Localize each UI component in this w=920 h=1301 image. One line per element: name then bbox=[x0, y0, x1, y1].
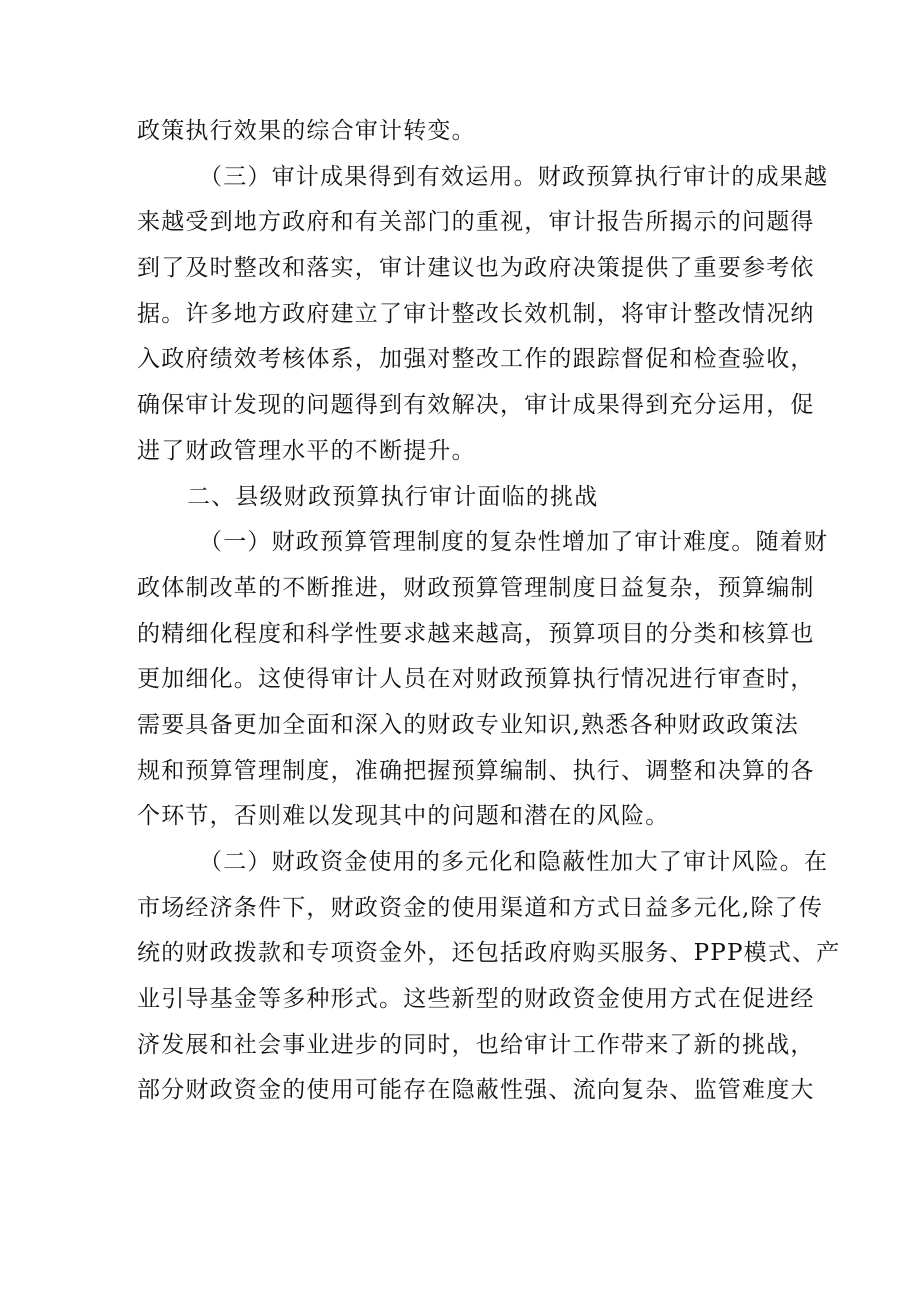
paragraph-line: 政体制改革的不断推进，财政预算管理制度日益复杂，预算编制 bbox=[137, 574, 815, 601]
paragraph-line: 入政府绩效考核体系，加强对整改工作的跟踪督促和检查验收， bbox=[137, 346, 815, 373]
paragraph-line: （三）审计成果得到有效运用。财政预算执行审计的成果越 bbox=[199, 163, 829, 190]
paragraph-line: 据。许多地方政府建立了审计整改长效机制，将审计整改情况纳 bbox=[137, 300, 815, 327]
paragraph-line: 更加细化。这使得审计人员在对财政预算执行情况进行审查时， bbox=[137, 666, 815, 693]
paragraph-line: 部分财政资金的使用可能存在隐蔽性强、流向复杂、监管难度大 bbox=[137, 1077, 815, 1104]
paragraph-line: 规和预算管理制度，准确把握预算编制、执行、调整和决算的各 bbox=[137, 757, 815, 784]
paragraph-line: 业引导基金等多种形式。这些新型的财政资金使用方式在促进经 bbox=[137, 986, 815, 1013]
paragraph-line: 市场经济条件下，财政资金的使用渠道和方式日益多元化,除了传 bbox=[137, 894, 824, 921]
paragraph-line: 来越受到地方政府和有关部门的重视，审计报告所揭示的问题得 bbox=[137, 209, 815, 236]
paragraph-line: 个环节，否则难以发现其中的问题和潜在的风险。 bbox=[137, 803, 670, 830]
paragraph-line: 到了及时整改和落实，审计建议也为政府决策提供了重要参考依 bbox=[137, 255, 815, 282]
paragraph-line: 确保审计发现的问题得到有效解决，审计成果得到充分运用，促 bbox=[137, 392, 815, 419]
paragraph-line: 统的财政拨款和专项资金外，还包括政府购买服务、PPP模式、产 bbox=[137, 940, 841, 967]
paragraph-line: （二）财政资金使用的多元化和隐蔽性加大了审计风险。在 bbox=[199, 849, 829, 875]
paragraph-line: 的精细化程度和科学性要求越来越高，预算项目的分类和核算也 bbox=[137, 620, 815, 647]
paragraph-line: （一）财政预算管理制度的复杂性增加了审计难度。随着财 bbox=[199, 529, 829, 556]
paragraph-line: 政策执行效果的综合审计转变。 bbox=[137, 118, 476, 144]
paragraph-line: 进了财政管理水平的不断提升。 bbox=[137, 437, 476, 464]
section-heading: 二、县级财政预算执行审计面临的挑战 bbox=[187, 483, 599, 510]
paragraph-line: 济发展和社会事业进步的同时，也给审计工作带来了新的挑战， bbox=[137, 1031, 815, 1058]
paragraph-line: 需要具备更加全面和深入的财政专业知识,熟悉各种财政政策法 bbox=[137, 711, 799, 738]
body-text bbox=[137, 109, 841, 1114]
